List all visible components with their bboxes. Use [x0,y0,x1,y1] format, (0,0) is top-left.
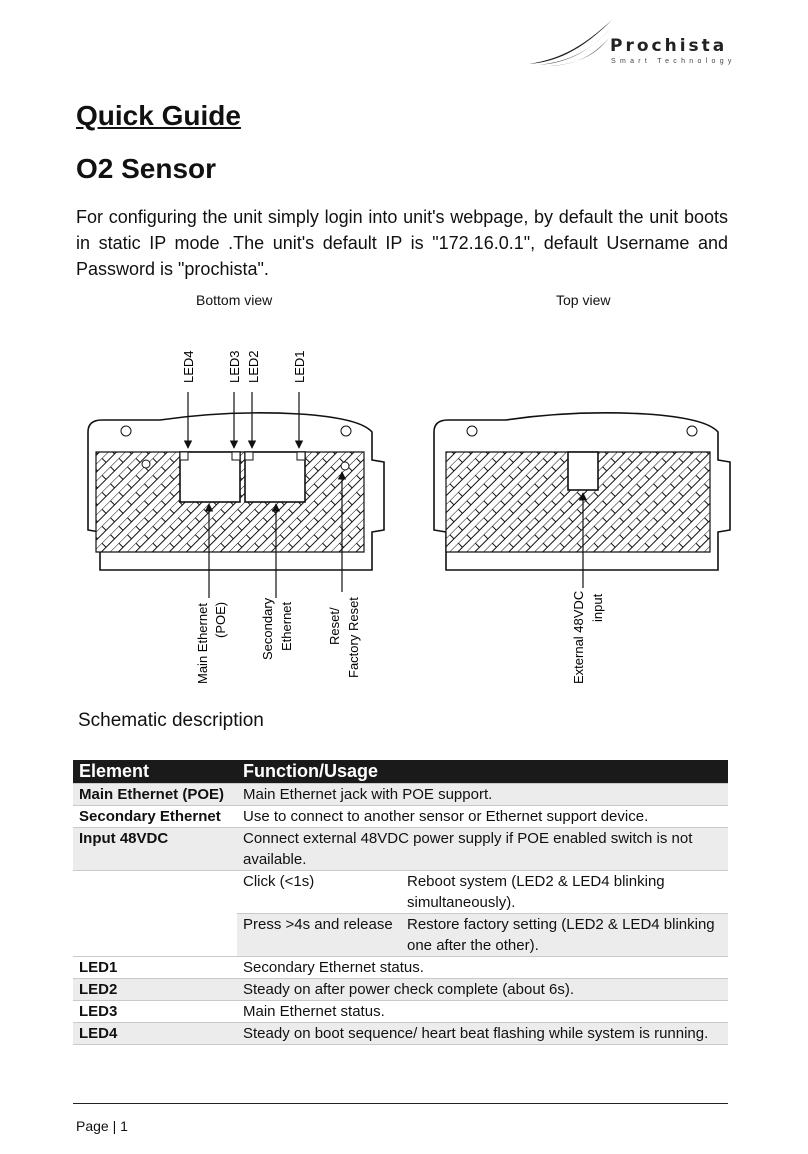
row-usage: Main Ethernet status. [237,1001,728,1023]
power-input-callout: External 48VDC [571,590,586,684]
secondary-ethernet-callout: Secondary [260,597,275,660]
secondary-ethernet-port [245,452,305,502]
row-element: Secondary Ethernet [73,806,237,828]
power-input-port [568,452,598,490]
table-row [73,979,728,1001]
main-ethernet-callout-2: (POE) [213,601,228,638]
row-usage: Connect external 48VDC power supply if POE enabled switch is not available. [237,828,728,871]
reset-callout-2: Factory Reset [346,597,361,678]
led2-label: LED2 [246,350,261,383]
spec-table [73,760,728,1045]
row-element: LED1 [73,957,237,979]
row-usage: Steady on after power check complete (about 6s). [237,979,728,1001]
brand-tagline: Smart Technology [611,58,736,65]
main-ethernet-callout: Main Ethernet [195,603,210,684]
schematic-heading: Schematic description [78,710,264,731]
table-row [73,1001,728,1023]
row-element [73,871,237,957]
led1-label: LED1 [292,350,307,383]
reset-callout: Reset/ [327,607,342,645]
top-view-diagram [434,413,730,684]
page-footer [76,1118,128,1134]
table-header-row [73,760,728,784]
top-view-label: Top view [556,292,611,308]
page-subtitle: O2 Sensor [76,153,217,184]
table-row [73,784,728,806]
footer-divider [73,1103,728,1104]
led3-label: LED3 [227,350,242,383]
table-row [73,806,728,828]
power-input-callout-2: input [590,593,605,622]
row-element: LED4 [73,1023,237,1045]
page-label: Page [76,1118,109,1134]
main-ethernet-port [180,452,240,502]
reset-action: Click (<1s) [237,871,401,914]
element-header: Element [73,760,237,784]
table-row [73,957,728,979]
table-row [73,871,728,914]
reset-result: Reboot system (LED2 & LED4 blinking simultaneously). [401,871,728,914]
bottom-view-label: Bottom view [196,292,273,308]
function-header: Function/Usage [237,760,728,784]
reset-action: Press >4s and release [237,914,401,957]
row-element: LED2 [73,979,237,1001]
page-title: Quick Guide [76,100,241,131]
row-usage: Steady on boot sequence/ heart beat flashing while system is running. [237,1023,728,1045]
secondary-ethernet-callout-2: Ethernet [279,601,294,651]
page-number: 1 [120,1118,128,1134]
page-separator: | [112,1118,121,1134]
row-usage: Main Ethernet jack with POE support. [237,784,728,806]
bottom-view-diagram [88,350,384,684]
led4-label: LED4 [181,350,196,383]
intro-paragraph: For configuring the unit simply login into unit's webpage, by default the unit boots in static IP mode .The unit's default IP is "172.16.0.1", default Username and Password is "prochista". [76,207,728,279]
row-element: Input 48VDC [73,828,237,871]
row-element: Main Ethernet (POE) [73,784,237,806]
row-usage: Secondary Ethernet status. [237,957,728,979]
brand-name: Prochista [610,36,728,56]
table-row [73,828,728,871]
row-usage: Use to connect to another sensor or Ethernet support device. [237,806,728,828]
row-element: LED3 [73,1001,237,1023]
reset-result: Restore factory setting (LED2 & LED4 blinking one after the other). [401,914,728,957]
table-row [73,1023,728,1045]
